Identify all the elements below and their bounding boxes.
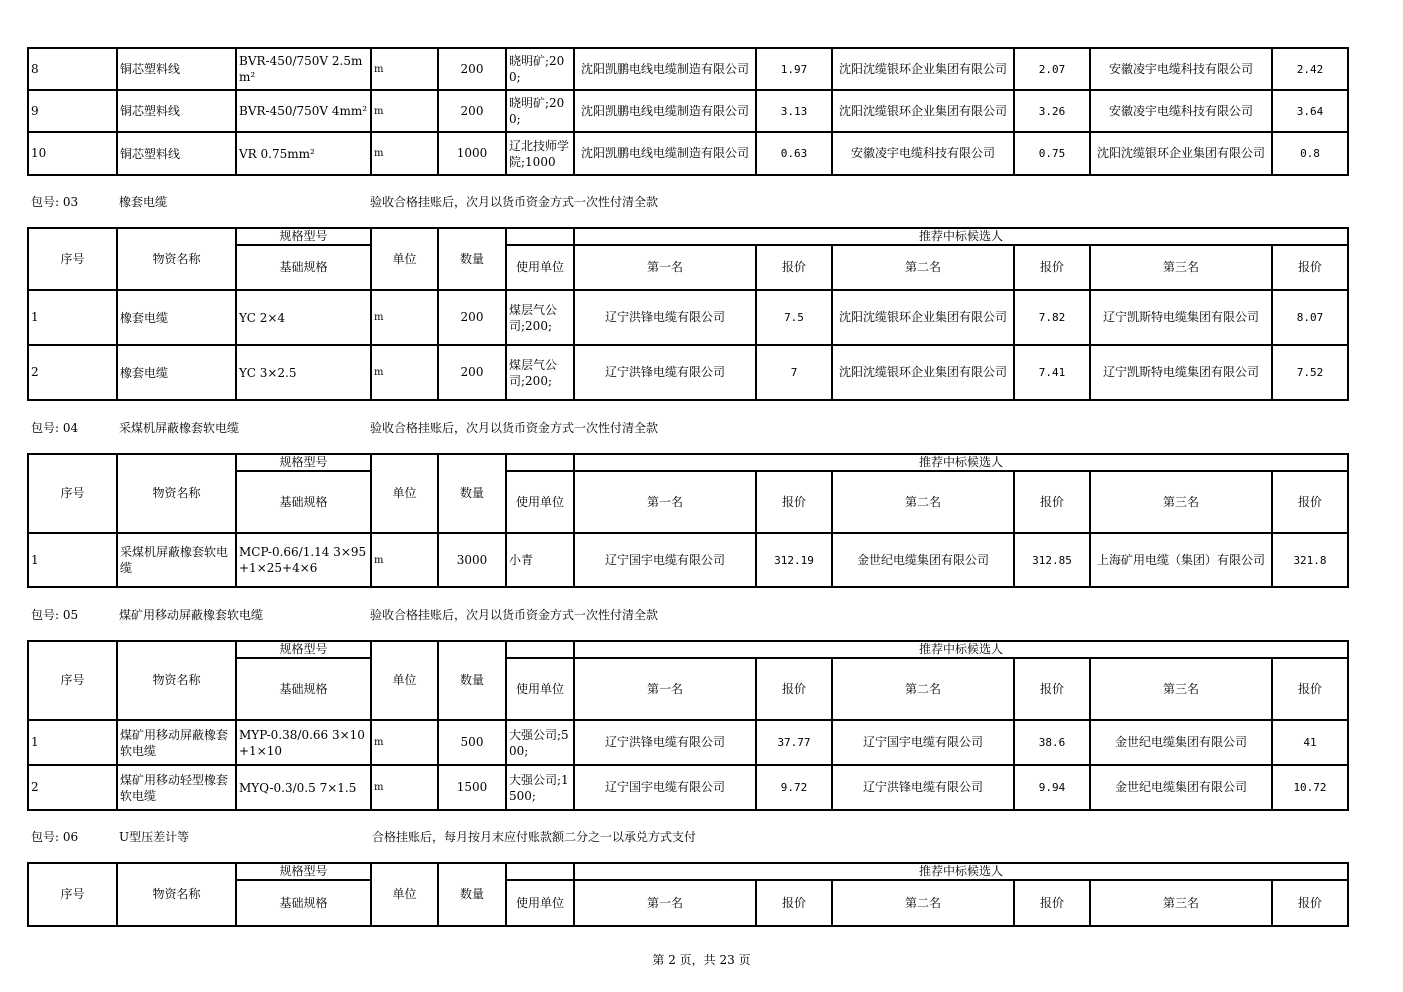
cell-price-3: 2.42: [1272, 48, 1348, 90]
cell-item: 采煤机屏蔽橡套软电缆: [117, 533, 236, 587]
cell-qty: 1000: [438, 132, 506, 175]
cell-item: 橡套电缆: [117, 345, 236, 400]
cell-third: 上海矿用电缆（集团）有限公司: [1090, 533, 1272, 587]
cell-unit: m: [371, 290, 438, 345]
cell-qty: 200: [438, 290, 506, 345]
header-spec-group: 规格型号: [236, 641, 371, 658]
header-seq: 序号: [28, 228, 117, 290]
header-spec: 基础规格: [236, 245, 371, 290]
header-blank: [506, 454, 574, 471]
header-price: 报价: [1014, 880, 1090, 926]
header-user: 使用单位: [506, 880, 574, 926]
header-second: 第二名: [832, 880, 1014, 926]
package-terms: 验收合格挂账后，次月以货币资金方式一次性付清全款: [370, 608, 659, 622]
cell-user: 小青: [506, 533, 574, 587]
table-row: [28, 90, 1348, 132]
cell-price-1: 312.19: [756, 533, 832, 587]
header-spec-group: 规格型号: [236, 454, 371, 471]
cell-item: 铜芯塑料线: [117, 48, 236, 90]
header-item: 物资名称: [117, 454, 236, 533]
cell-price-3: 8.07: [1272, 290, 1348, 345]
package-body: [28, 720, 1348, 810]
cell-price-3: 41: [1272, 720, 1348, 765]
cell-price-1: 3.13: [756, 90, 832, 132]
cell-price-3: 3.64: [1272, 90, 1348, 132]
cell-unit: m: [371, 90, 438, 132]
cell-seq: 9: [28, 90, 117, 132]
cell-price-3: 0.8: [1272, 132, 1348, 175]
header-third: 第三名: [1090, 658, 1272, 720]
continuation-table: [27, 47, 1349, 176]
package-label: 包号: 03: [31, 195, 79, 209]
header-unit: 单位: [371, 641, 438, 720]
header-candidates: 推荐中标候选人: [574, 641, 1348, 658]
header-qty: 数量: [438, 454, 506, 533]
package-label: 包号: 05: [31, 608, 79, 622]
header-spec-group: 规格型号: [236, 228, 371, 245]
header-user: 使用单位: [506, 471, 574, 533]
header-price: 报价: [756, 245, 832, 290]
cell-first: 辽宁国宇电缆有限公司: [574, 533, 756, 587]
table-header: [28, 863, 1348, 926]
cell-user: 煤层气公司;200;: [506, 345, 574, 400]
header-first: 第一名: [574, 471, 756, 533]
cell-price-1: 1.97: [756, 48, 832, 90]
header-candidates: 推荐中标候选人: [574, 454, 1348, 471]
cell-second: 安徽凌宇电缆科技有限公司: [832, 132, 1014, 175]
cell-user: 大强公司;1500;: [506, 765, 574, 810]
header-row: [28, 454, 1348, 471]
table-row: [28, 290, 1348, 345]
cell-price-2: 7.41: [1014, 345, 1090, 400]
cell-item: 煤矿用移动屏蔽橡套软电缆: [117, 720, 236, 765]
header-second: 第二名: [832, 658, 1014, 720]
header-unit: 单位: [371, 228, 438, 290]
header-price: 报价: [756, 880, 832, 926]
table-header: [28, 641, 1348, 720]
cell-qty: 200: [438, 48, 506, 90]
header-item: 物资名称: [117, 863, 236, 926]
cell-qty: 1500: [438, 765, 506, 810]
cell-price-1: 37.77: [756, 720, 832, 765]
cell-third: 金世纪电缆集团有限公司: [1090, 765, 1272, 810]
cell-user: 大强公司;500;: [506, 720, 574, 765]
header-first: 第一名: [574, 245, 756, 290]
cell-seq: 2: [28, 765, 117, 810]
cell-third: 安徽凌宇电缆科技有限公司: [1090, 90, 1272, 132]
cell-first: 沈阳凯鹏电线电缆制造有限公司: [574, 132, 756, 175]
cell-seq: 1: [28, 290, 117, 345]
package-03-table: [27, 227, 1349, 401]
package-terms: 合格挂账后，每月按月末应付账款额二分之一以承兑方式支付: [372, 830, 697, 844]
cell-first: 辽宁洪锋电缆有限公司: [574, 720, 756, 765]
package-name: U型压差计等: [119, 830, 190, 844]
table-row: [28, 132, 1348, 175]
cell-spec: YC 3×2.5: [236, 345, 371, 400]
cell-seq: 10: [28, 132, 117, 175]
header-second: 第二名: [832, 245, 1014, 290]
cell-price-2: 38.6: [1014, 720, 1090, 765]
cell-price-3: 10.72: [1272, 765, 1348, 810]
header-spec-group: 规格型号: [236, 863, 371, 880]
cell-price-2: 2.07: [1014, 48, 1090, 90]
package-04-table: [27, 453, 1349, 588]
cell-spec: MYQ-0.3/0.5 7×1.5: [236, 765, 371, 810]
cell-item: 橡套电缆: [117, 290, 236, 345]
header-first: 第一名: [574, 658, 756, 720]
cell-seq: 2: [28, 345, 117, 400]
header-blank: [506, 228, 574, 245]
cell-spec: MCP-0.66/1.14 3×95+1×25+4×6: [236, 533, 371, 587]
table-row: [28, 765, 1348, 810]
header-candidates: 推荐中标候选人: [574, 863, 1348, 880]
package-name: 采煤机屏蔽橡套软电缆: [119, 421, 240, 435]
cell-spec: BVR-450/750V 4mm²: [236, 90, 371, 132]
cell-unit: m: [371, 720, 438, 765]
cell-seq: 8: [28, 48, 117, 90]
cell-third: 沈阳沈缆银环企业集团有限公司: [1090, 132, 1272, 175]
cell-price-2: 9.94: [1014, 765, 1090, 810]
header-third: 第三名: [1090, 245, 1272, 290]
header-candidates: 推荐中标候选人: [574, 228, 1348, 245]
header-price: 报价: [1014, 245, 1090, 290]
cell-second: 沈阳沈缆银环企业集团有限公司: [832, 90, 1014, 132]
package-label: 包号: 04: [31, 421, 79, 435]
package-name: 橡套电缆: [119, 195, 168, 209]
cell-spec: VR 0.75mm²: [236, 132, 371, 175]
header-second: 第二名: [832, 471, 1014, 533]
header-user: 使用单位: [506, 245, 574, 290]
cell-price-3: 321.8: [1272, 533, 1348, 587]
cell-user: 晓明矿;200;: [506, 48, 574, 90]
cell-user: 煤层气公司;200;: [506, 290, 574, 345]
package-body: [28, 290, 1348, 400]
header-price: 报价: [1272, 658, 1348, 720]
header-qty: 数量: [438, 641, 506, 720]
cell-qty: 3000: [438, 533, 506, 587]
cell-second: 辽宁洪锋电缆有限公司: [832, 765, 1014, 810]
header-blank: [506, 641, 574, 658]
cell-item: 煤矿用移动轻型橡套软电缆: [117, 765, 236, 810]
header-qty: 数量: [438, 863, 506, 926]
header-row: [28, 228, 1348, 245]
package-body: [28, 533, 1348, 587]
cell-first: 沈阳凯鹏电线电缆制造有限公司: [574, 48, 756, 90]
cell-price-1: 0.63: [756, 132, 832, 175]
package-terms: 验收合格挂账后，次月以货币资金方式一次性付清全款: [370, 421, 659, 435]
table-row: [28, 345, 1348, 400]
cell-first: 沈阳凯鹏电线电缆制造有限公司: [574, 90, 756, 132]
package-03-caption: [31, 195, 659, 209]
cell-user: 辽北技师学院;1000: [506, 132, 574, 175]
header-item: 物资名称: [117, 641, 236, 720]
header-seq: 序号: [28, 863, 117, 926]
cell-qty: 500: [438, 720, 506, 765]
header-third: 第三名: [1090, 880, 1272, 926]
cell-spec: YC 2×4: [236, 290, 371, 345]
cell-third: 辽宁凯斯特电缆集团有限公司: [1090, 290, 1272, 345]
cell-price-2: 7.82: [1014, 290, 1090, 345]
cell-unit: m: [371, 48, 438, 90]
cell-first: 辽宁国宇电缆有限公司: [574, 765, 756, 810]
header-price: 报价: [756, 658, 832, 720]
package-05-table: [27, 640, 1349, 811]
cell-user: 晓明矿;200;: [506, 90, 574, 132]
cell-price-2: 312.85: [1014, 533, 1090, 587]
table-row: [28, 48, 1348, 90]
header-first: 第一名: [574, 880, 756, 926]
header-price: 报价: [1272, 880, 1348, 926]
header-unit: 单位: [371, 454, 438, 533]
header-price: 报价: [1272, 245, 1348, 290]
header-third: 第三名: [1090, 471, 1272, 533]
header-seq: 序号: [28, 454, 117, 533]
cell-seq: 1: [28, 533, 117, 587]
cell-price-2: 0.75: [1014, 132, 1090, 175]
cell-item: 铜芯塑料线: [117, 90, 236, 132]
header-row: [28, 641, 1348, 658]
cell-unit: m: [371, 765, 438, 810]
header-unit: 单位: [371, 863, 438, 926]
table-header: [28, 454, 1348, 533]
cell-price-1: 7: [756, 345, 832, 400]
header-spec: 基础规格: [236, 880, 371, 926]
header-user: 使用单位: [506, 658, 574, 720]
package-05-caption: [31, 608, 659, 622]
cell-unit: m: [371, 345, 438, 400]
cell-second: 沈阳沈缆银环企业集团有限公司: [832, 48, 1014, 90]
header-blank: [506, 863, 574, 880]
cell-second: 沈阳沈缆银环企业集团有限公司: [832, 290, 1014, 345]
cell-first: 辽宁洪锋电缆有限公司: [574, 290, 756, 345]
header-price: 报价: [1014, 471, 1090, 533]
cell-third: 金世纪电缆集团有限公司: [1090, 720, 1272, 765]
header-price: 报价: [756, 471, 832, 533]
cell-spec: MYP-0.38/0.66 3×10+1×10: [236, 720, 371, 765]
cell-item: 铜芯塑料线: [117, 132, 236, 175]
cell-first: 辽宁洪锋电缆有限公司: [574, 345, 756, 400]
cell-second: 辽宁国宇电缆有限公司: [832, 720, 1014, 765]
continuation-body: [28, 48, 1348, 175]
cell-seq: 1: [28, 720, 117, 765]
header-spec: 基础规格: [236, 658, 371, 720]
table-row: [28, 533, 1348, 587]
cell-spec: BVR-450/750V 2.5mm²: [236, 48, 371, 90]
cell-price-1: 7.5: [756, 290, 832, 345]
cell-unit: m: [371, 533, 438, 587]
cell-second: 金世纪电缆集团有限公司: [832, 533, 1014, 587]
page-footer: 第 2 页，共 23 页: [652, 953, 751, 967]
package-06-table: [27, 862, 1349, 927]
header-spec: 基础规格: [236, 471, 371, 533]
package-name: 煤矿用移动屏蔽橡套软电缆: [119, 608, 264, 622]
table-header: [28, 228, 1348, 290]
package-06-caption: [31, 830, 697, 844]
cell-second: 沈阳沈缆银环企业集团有限公司: [832, 345, 1014, 400]
cell-qty: 200: [438, 90, 506, 132]
cell-price-1: 9.72: [756, 765, 832, 810]
package-label: 包号: 06: [31, 830, 79, 844]
cell-third: 安徽凌宇电缆科技有限公司: [1090, 48, 1272, 90]
header-price: 报价: [1014, 658, 1090, 720]
package-terms: 验收合格挂账后，次月以货币资金方式一次性付清全款: [370, 195, 659, 209]
cell-price-3: 7.52: [1272, 345, 1348, 400]
header-price: 报价: [1272, 471, 1348, 533]
header-seq: 序号: [28, 641, 117, 720]
header-item: 物资名称: [117, 228, 236, 290]
package-04-caption: [31, 421, 659, 435]
cell-qty: 200: [438, 345, 506, 400]
header-qty: 数量: [438, 228, 506, 290]
cell-third: 辽宁凯斯特电缆集团有限公司: [1090, 345, 1272, 400]
header-row: [28, 863, 1348, 880]
cell-unit: m: [371, 132, 438, 175]
table-row: [28, 720, 1348, 765]
cell-price-2: 3.26: [1014, 90, 1090, 132]
